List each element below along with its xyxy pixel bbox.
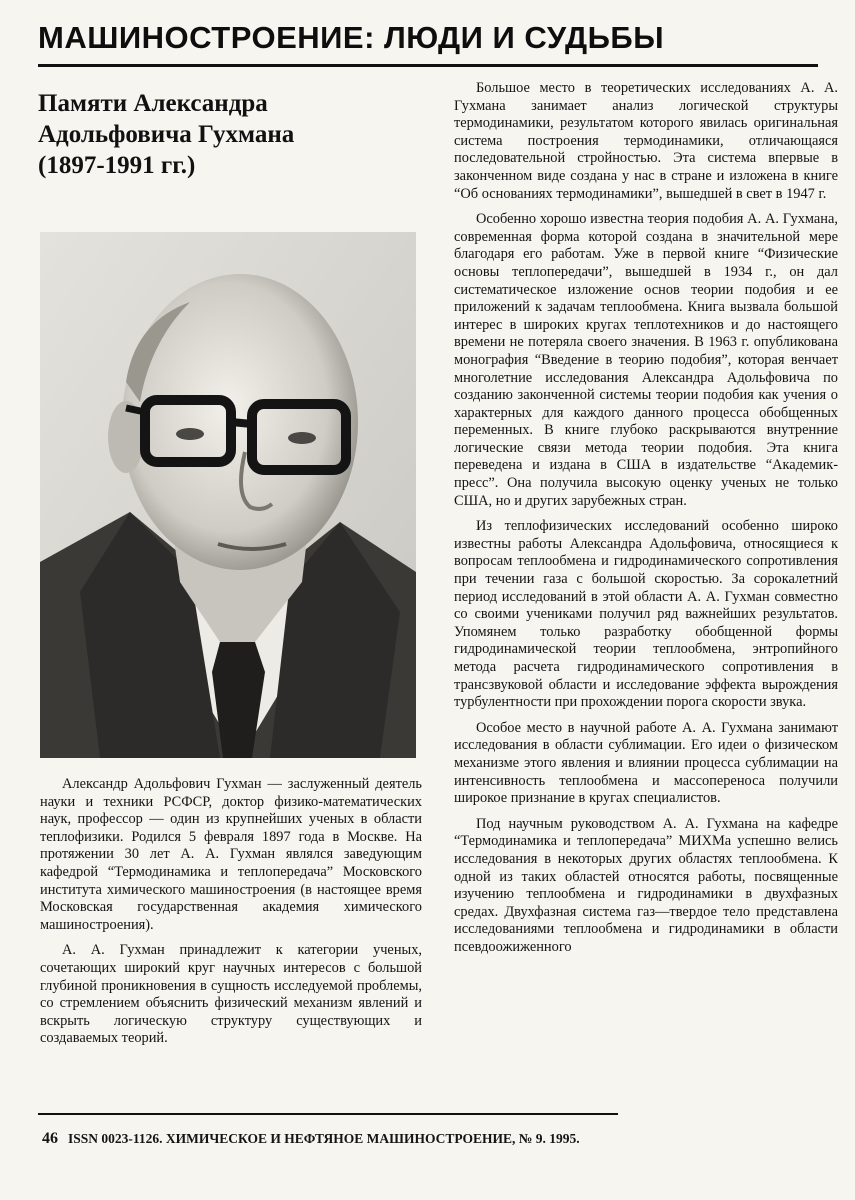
paragraph-similarity-theory: Особенно хорошо известна теория подобия А. А. Гухмана, современная форма которой создана в значительной мере благодаря его работам. Уже в первой книге “Физические основы теплопередачи”, вышедшей в 1934 г., он дал систематическое изложение основ теории подобия и ее приложений к задачам теплообмена. Книга вызвала большой интерес в широких кругах теплотехников и до настоящего времени не потеряла своего значения. В 1963 г. опубликована монография “Введение в теорию подобия”, которая венчает многолетние исследования Александра Адольфовича по созданию законченной системы теории подобия как учения о характерных для каждого данного процесса обобщенных переменных. В книге глубоко раскрываются внутренние логические связи метода теории подобия. Эта книга переведена и издана в США в издательстве “Академик-пресс”. Она получила высокую оценку ученых не только США, но и других зарубежных стран. [454,211,838,509]
article-title [38,88,418,181]
paragraph-thermodynamics: Большое место в теоретических исследованиях А. А. Гухмана занимает анализ логической структуры термодинамики, результатом которого явилась оригинальная система построения термодинамики, отличающаяся последовательной стройностью. Эта система впервые в законченном виде создана у нас в стране и изложена в книге “Об основаниях термодинамики”, вышедшей в свет в 1947 г. [454,80,838,202]
portrait-illustration [40,232,416,758]
paragraph-biography: Александр Адольфович Гухман — заслуженный деятель науки и техники РСФСР, доктор физико-математических наук, профессор — один из крупнейших ученых в области теплофизики. Родился 5 февраля 1897 года в Москве. На протяжении 30 лет А. А. Гухман являлся заведующим кафедрой “Термодинамика и теплопередача” Московского института химического машиностроения (в настоящее время Московская государственная академия химического машиностроения). [40,776,422,933]
paragraph-thermophysics: Из теплофизических исследований особенно широко известны работы Александра Адольфовича, относящиеся к вопросам теплообмена и гидродинамического сопротивления при течении газа с большой скоростью. За сорокалетний период исследований в этой области А. А. Гухман совместно со своими учениками получил ряд важнейших результатов. Упомянем только разработку обобщенной формы гидродинамической теории теплообмена, энтропийного метода расчета гидродинамического сопротивления в трансзвуковой области и исследование эффекта вырождения турбулентности при прохождении порога скорости звука. [454,518,838,711]
right-column [454,80,838,965]
footer [42,1130,822,1148]
paragraph-two-phase: Под научным руководством А. А. Гухмана на кафедре “Термодинамика и теплопередача” МИХМа успешно велись исследования в некоторых других областях теплообмена. К одной из таких областей относятся работы, посвященные изучению теплообмена и гидродинамики в двухфазных средах. Двухфазная система газ—твердое тело представлена исследованиями теплообмена и гидродинамики в области псевдоожиженного [454,815,838,955]
left-column [40,776,422,1056]
page-number: 46 [42,1130,58,1147]
footer-divider [38,1113,618,1115]
title-line-2: Адольфовича Гухмана [38,121,295,148]
journal-info: ISSN 0023-1126. ХИМИЧЕСКОЕ И НЕФТЯНОЕ МАШИНОСТРОЕНИЕ, № 9. 1995. [68,1131,580,1146]
title-line-1: Памяти Александра [38,90,268,117]
portrait-photo [40,232,416,758]
title-line-3: (1897-1991 гг.) [38,152,196,179]
section-header: МАШИНОСТРОЕНИЕ: ЛЮДИ И СУДЬБЫ [38,20,665,55]
header-divider [38,64,818,67]
paragraph-scientist: А. А. Гухман принадлежит к категории ученых, сочетающих широкий круг научных интересов с большой глубиной проникновения в сущность исследуемой проблемы, со стремлением объяснить физический механизм явлений и вскрыть логическую структуру существующих и создаваемых теорий. [40,942,422,1047]
paragraph-sublimation: Особое место в научной работе А. А. Гухмана занимают исследования в области сублимации. Его идеи о физическом механизме этого явления и влиянии процесса сублимации на интенсивность теплообмена и массопереноса получили широкое признание в кругах специалистов. [454,719,838,807]
